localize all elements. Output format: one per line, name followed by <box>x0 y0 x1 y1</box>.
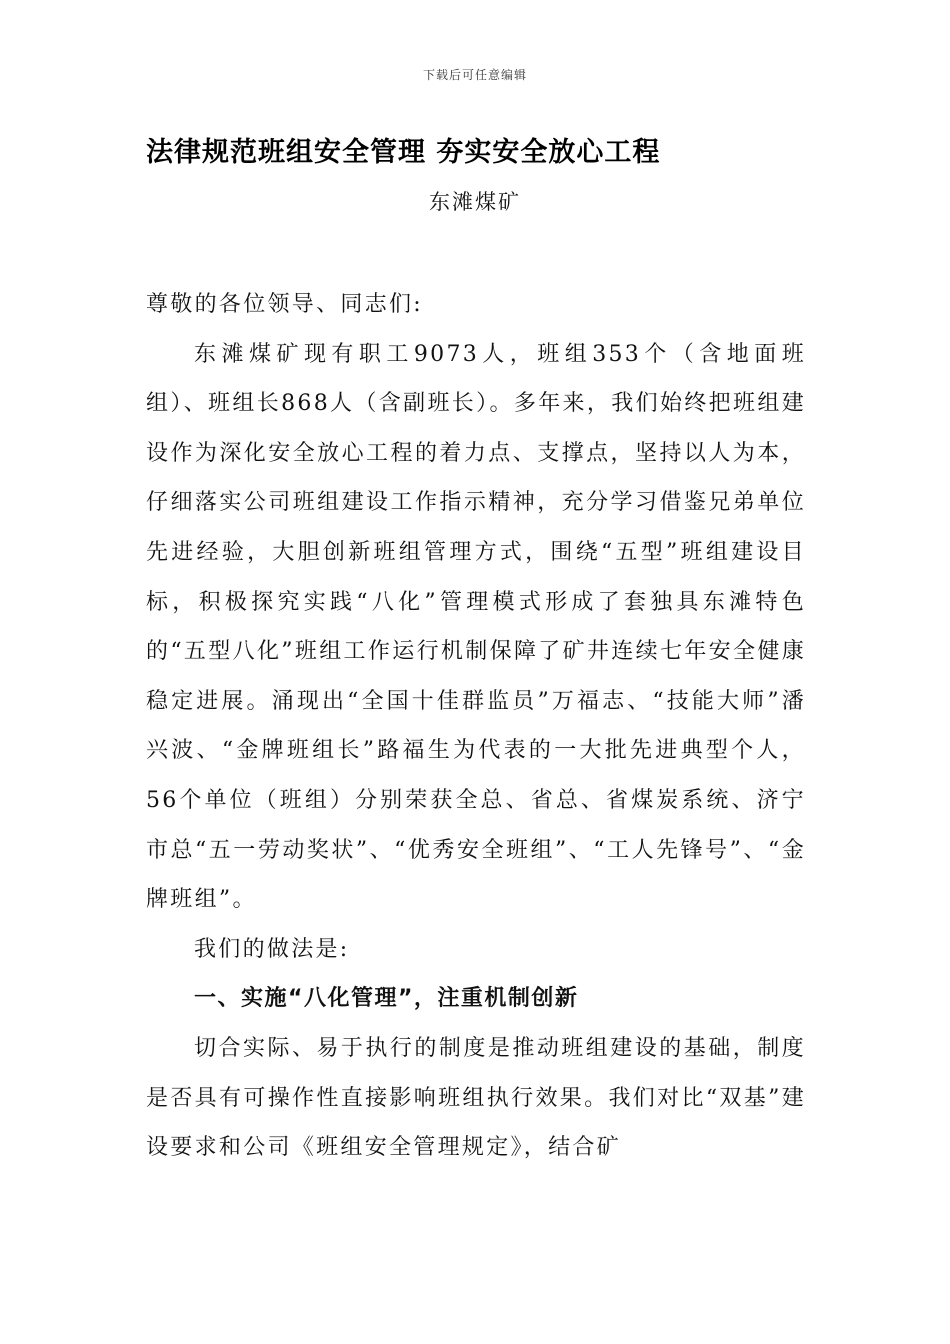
document-body <box>146 280 806 1173</box>
section-1-heading: 一、实施“八化管理”，注重机制创新 <box>194 986 579 1012</box>
organization-name: 东滩煤矿 <box>429 190 521 214</box>
document-title: 法律规范班组安全管理 夯实安全放心工程 <box>146 137 661 168</box>
paragraph-2: 我们的做法是: <box>194 936 350 962</box>
paragraph-3: 切合实际、易于执行的制度是推动班组建设的基础，制度是否具有可操作性直接影响班组执行效果。我们对比“双基”建设要求和公司《班组安全管理规定》，结合矿 <box>146 1035 806 1161</box>
paragraph-1: 东滩煤矿现有职工9073人，班组353个（含地面班组）、班组长868人（含副班长）。多年来，我们始终把班组建设作为深化安全放心工程的着力点、支撑点，坚持以人为本，仔细落实公司班组建设工作指示精神，充分学习借鉴兄弟单位先进经验，大胆创新班组管理方式，围绕“五型”班组建设目标，积极探究实践“八化”管理模式形成了套独具东滩特色的“五型八化”班组工作运行机制保障了矿井连续七年安全健康稳定进展。涌现出“全国十佳群监员”万福志、“技能大师”潘兴波、“金牌班组长”路福生为代表的一大批先进典型个人，56个单位（班组）分别荣获全总、省总、省煤炭系统、济宁市总“五一劳动奖状”、“优秀安全班组”、“工人先锋号”、“金牌班组”。 <box>146 341 806 913</box>
header-note: 下载后可任意编辑 <box>422 68 527 82</box>
greeting: 尊敬的各位领导、同志们: <box>146 292 424 317</box>
